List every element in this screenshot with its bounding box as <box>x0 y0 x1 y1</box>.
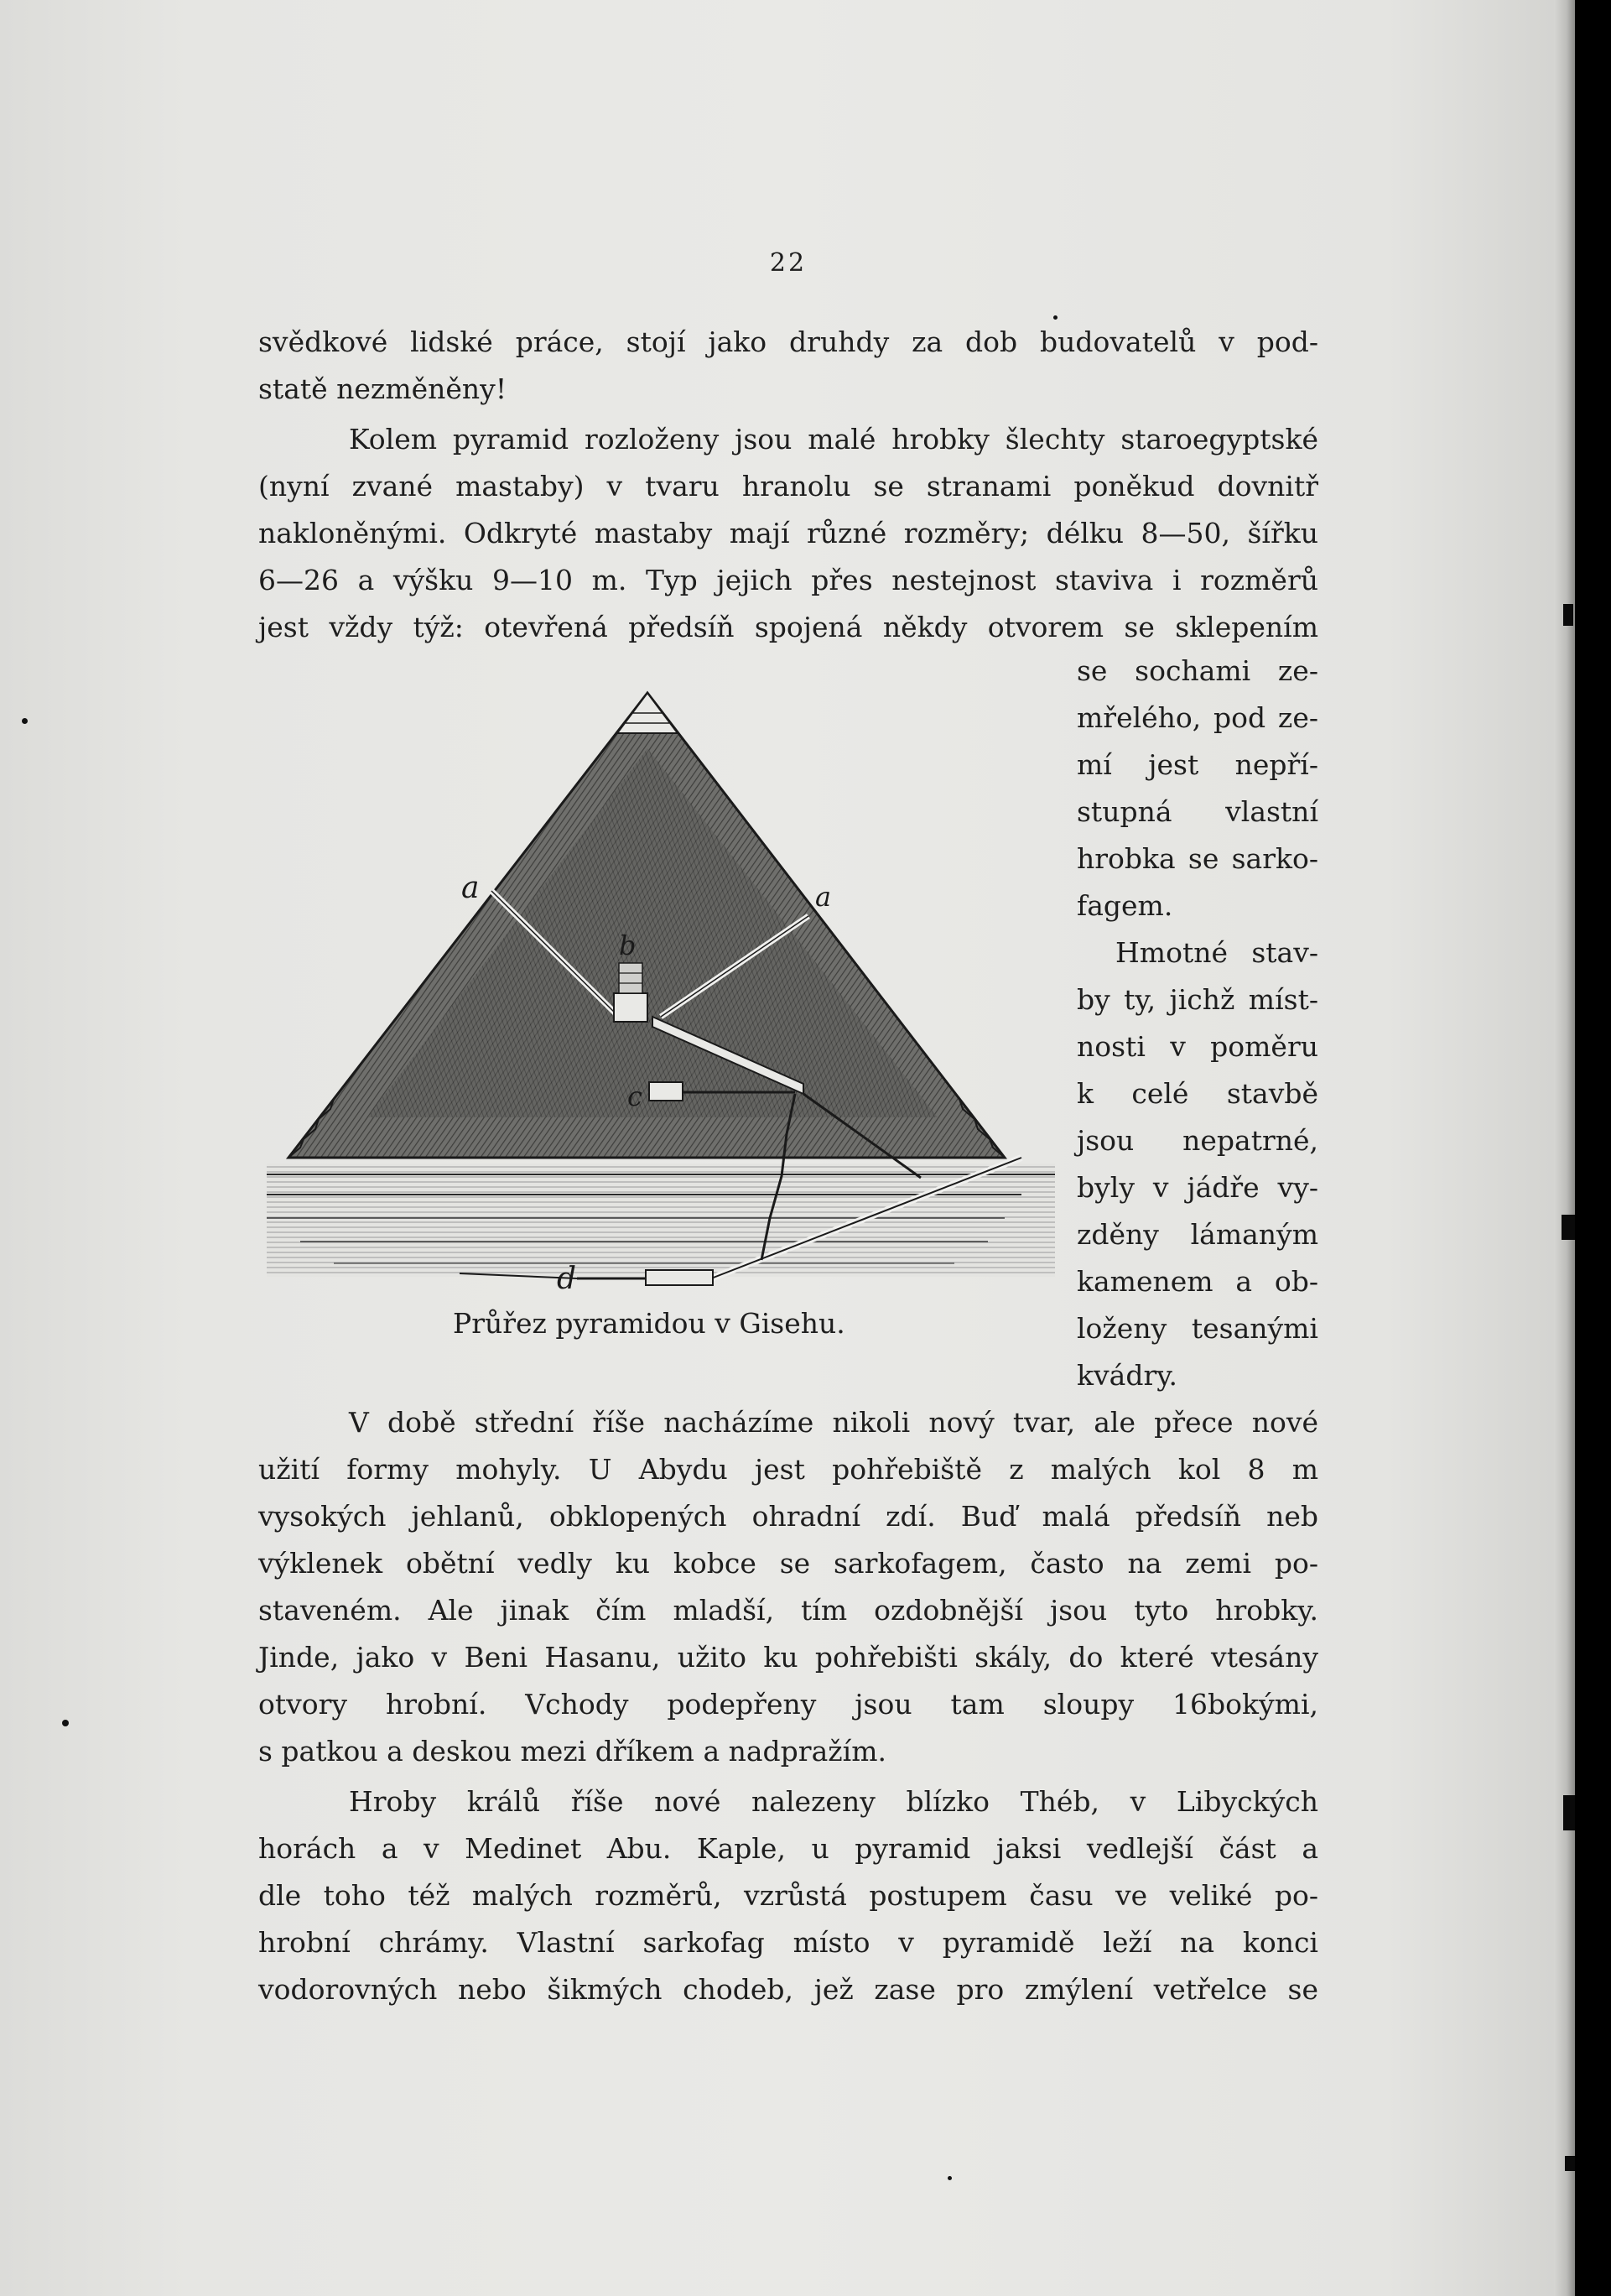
queens-chamber <box>649 1082 683 1101</box>
text-line: statě nezměněny! <box>258 372 507 405</box>
dust-speck <box>22 718 28 724</box>
side-text-line: zděny lámaným <box>1077 1218 1318 1251</box>
text-line: hrobní chrámy. Vlastní sarkofag místo v pyramidě leží na konci <box>258 1926 1318 1959</box>
text-line: Jinde, jako v Beni Hasanu, užito ku pohřebišti skály, do které vtesány <box>258 1641 1318 1674</box>
text-line: V době střední říše nacházíme nikoli nový tvar, ale přece nové <box>349 1406 1318 1439</box>
side-text-line: loženy tesanými <box>1077 1312 1318 1345</box>
side-text-line: stupná vlastní <box>1077 795 1318 828</box>
binding-mark <box>1565 2156 1575 2171</box>
kings-chamber <box>614 993 647 1022</box>
text-line: užití formy mohyly. U Abydu jest pohřebiště z malých kol 8 m <box>258 1453 1318 1486</box>
pyramid-figure <box>267 681 1055 1294</box>
text-line: jest vždy týž: otevřená předsíň spojená někdy otvorem se sklepením <box>258 611 1318 643</box>
binding-mark <box>1563 604 1573 626</box>
side-text-line: Hmotné stav- <box>1115 936 1318 969</box>
binding-mark <box>1563 1795 1575 1830</box>
text-line: Hroby králů říše nové nalezeny blízko Théb, v Libyckých <box>349 1785 1318 1818</box>
side-text-line: jsou nepatrné, <box>1077 1124 1318 1157</box>
text-line: vodorovných nebo šikmých chodeb, jež zase pro zmýlení vetřelce se <box>258 1973 1318 2006</box>
text-line: svědkové lidské práce, stojí jako druhdy za dob budovatelů v pod- <box>258 325 1318 358</box>
text-line: staveném. Ale jinak čím mladší, tím ozdobnější jsou tyto hrobky. <box>258 1594 1318 1627</box>
side-text-line: kvádry. <box>1077 1359 1177 1392</box>
side-text-line: mí jest nepří- <box>1077 748 1318 781</box>
text-line: Kolem pyramid rozloženy jsou malé hrobky šlechty staroegyptské <box>349 423 1318 456</box>
page-number: 22 <box>769 248 808 278</box>
text-line: (nyní zvané mastaby) v tvaru hranolu se stranami poněkud dovnitř <box>258 470 1318 502</box>
ground-strata <box>267 1164 1055 1277</box>
text-line: výklenek obětní vedly ku kobce se sarkofagem, často na zemi po- <box>258 1547 1318 1580</box>
subterranean-chamber <box>646 1270 713 1285</box>
text-line: otvory hrobní. Vchody podepřeny jsou tam sloupy 16bokými, <box>258 1688 1318 1721</box>
figure-label-d: d <box>557 1262 577 1294</box>
side-text-line: kamenem a ob- <box>1077 1265 1318 1298</box>
dust-speck <box>62 1720 69 1726</box>
figure-label-a-left: a <box>461 871 480 905</box>
dust-speck <box>948 2176 952 2180</box>
figure-caption: Průřez pyramidou v Gisehu. <box>453 1307 845 1340</box>
side-text-line: hrobka se sarko- <box>1077 842 1318 875</box>
text-line: vysokých jehlanů, obklopených ohradní zdí. Buď malá předsíň neb <box>258 1500 1318 1533</box>
side-text-line: byly v jádře vy- <box>1077 1171 1318 1204</box>
text-line: 6—26 a výšku 9—10 m. Typ jejich přes nestejnost staviva i rozměrů <box>258 564 1318 596</box>
side-text-line: fagem. <box>1077 889 1173 922</box>
binding-mark <box>1562 1215 1575 1240</box>
side-text-line: nosti v poměru <box>1077 1030 1318 1063</box>
side-text-line: se sochami ze- <box>1077 654 1318 687</box>
pyramid-cross-section-illustration <box>267 681 1055 1294</box>
side-text-line: by ty, jichž míst- <box>1077 983 1318 1016</box>
text-line: dle toho též malých rozměrů, vzrůstá postupem času ve veliké po- <box>258 1879 1318 1912</box>
figure-label-a-right: a <box>815 881 832 913</box>
figure-label-c: c <box>627 1080 642 1112</box>
side-text-line: k celé stavbě <box>1077 1077 1318 1110</box>
page-edge <box>1554 0 1575 2296</box>
text-line: nakloněnými. Odkryté mastaby mají různé rozměry; délku 8—50, šířku <box>258 517 1318 549</box>
figure-label-b: b <box>619 929 637 961</box>
text-line: s patkou a deskou mezi dříkem a nadpražím. <box>258 1735 886 1768</box>
text-line: horách a v Medinet Abu. Kaple, u pyramid jaksi vedlejší část a <box>258 1832 1318 1865</box>
side-text-line: mřelého, pod ze- <box>1077 701 1318 734</box>
